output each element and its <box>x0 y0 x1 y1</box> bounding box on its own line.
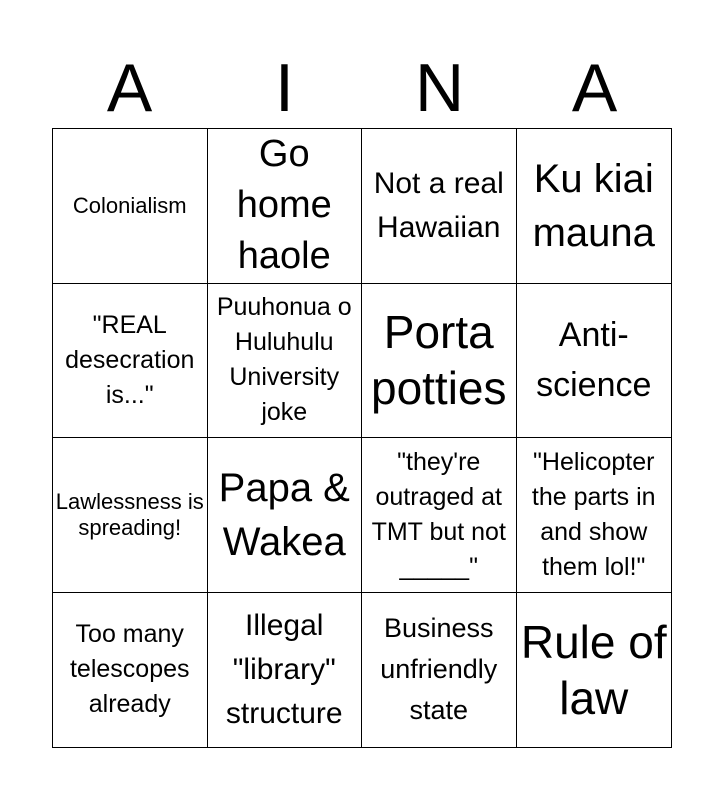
cell-text: "Helicopter the parts in and show them lol!" <box>531 447 656 581</box>
bingo-cell[interactable] <box>362 129 517 284</box>
cell-text: Lawlessness is spreading! <box>55 488 204 540</box>
bingo-cell[interactable] <box>208 284 363 439</box>
header-letter-3: N <box>414 50 465 126</box>
cell-text: Colonialism <box>72 192 187 218</box>
bingo-cell[interactable] <box>362 438 517 593</box>
bingo-cell[interactable] <box>208 593 363 748</box>
bingo-cell[interactable] <box>517 438 672 593</box>
header-letter-1: A <box>106 50 153 126</box>
bingo-cell[interactable] <box>517 284 672 439</box>
bingo-board <box>52 128 672 748</box>
bingo-cell[interactable] <box>517 593 672 748</box>
cell-text: "they're outraged at TMT but not _____" <box>371 447 506 581</box>
bingo-cell[interactable] <box>208 129 363 284</box>
cell-text: Porta potties <box>370 306 507 415</box>
bingo-header <box>52 52 672 124</box>
cell-text: Go home haole <box>236 133 332 278</box>
bingo-cell[interactable] <box>362 593 517 748</box>
cell-text: Anti-science <box>536 316 652 405</box>
bingo-cell[interactable] <box>53 593 208 748</box>
cell-text: Not a real Hawaiian <box>373 166 504 244</box>
bingo-cell[interactable] <box>362 284 517 439</box>
cell-text: Illegal "library" structure <box>225 608 343 730</box>
bingo-cell[interactable] <box>53 438 208 593</box>
header-letter-2: I <box>275 50 294 126</box>
bingo-cell[interactable] <box>53 284 208 439</box>
cell-text: Puuhonua o Huluhulu University joke <box>216 293 352 427</box>
cell-text: Too many telescopes already <box>69 620 190 719</box>
cell-text: Papa & Wakea <box>218 465 350 564</box>
header-letter-4: A <box>571 50 618 126</box>
cell-text: Business unfriendly state <box>380 613 498 726</box>
cell-text: Rule of law <box>520 615 667 724</box>
cell-text: Ku kiai mauna <box>532 156 655 255</box>
bingo-cell[interactable] <box>517 129 672 284</box>
bingo-cell[interactable] <box>53 129 208 284</box>
cell-text: "REAL desecration is..." <box>65 310 195 409</box>
bingo-cell[interactable] <box>208 438 363 593</box>
